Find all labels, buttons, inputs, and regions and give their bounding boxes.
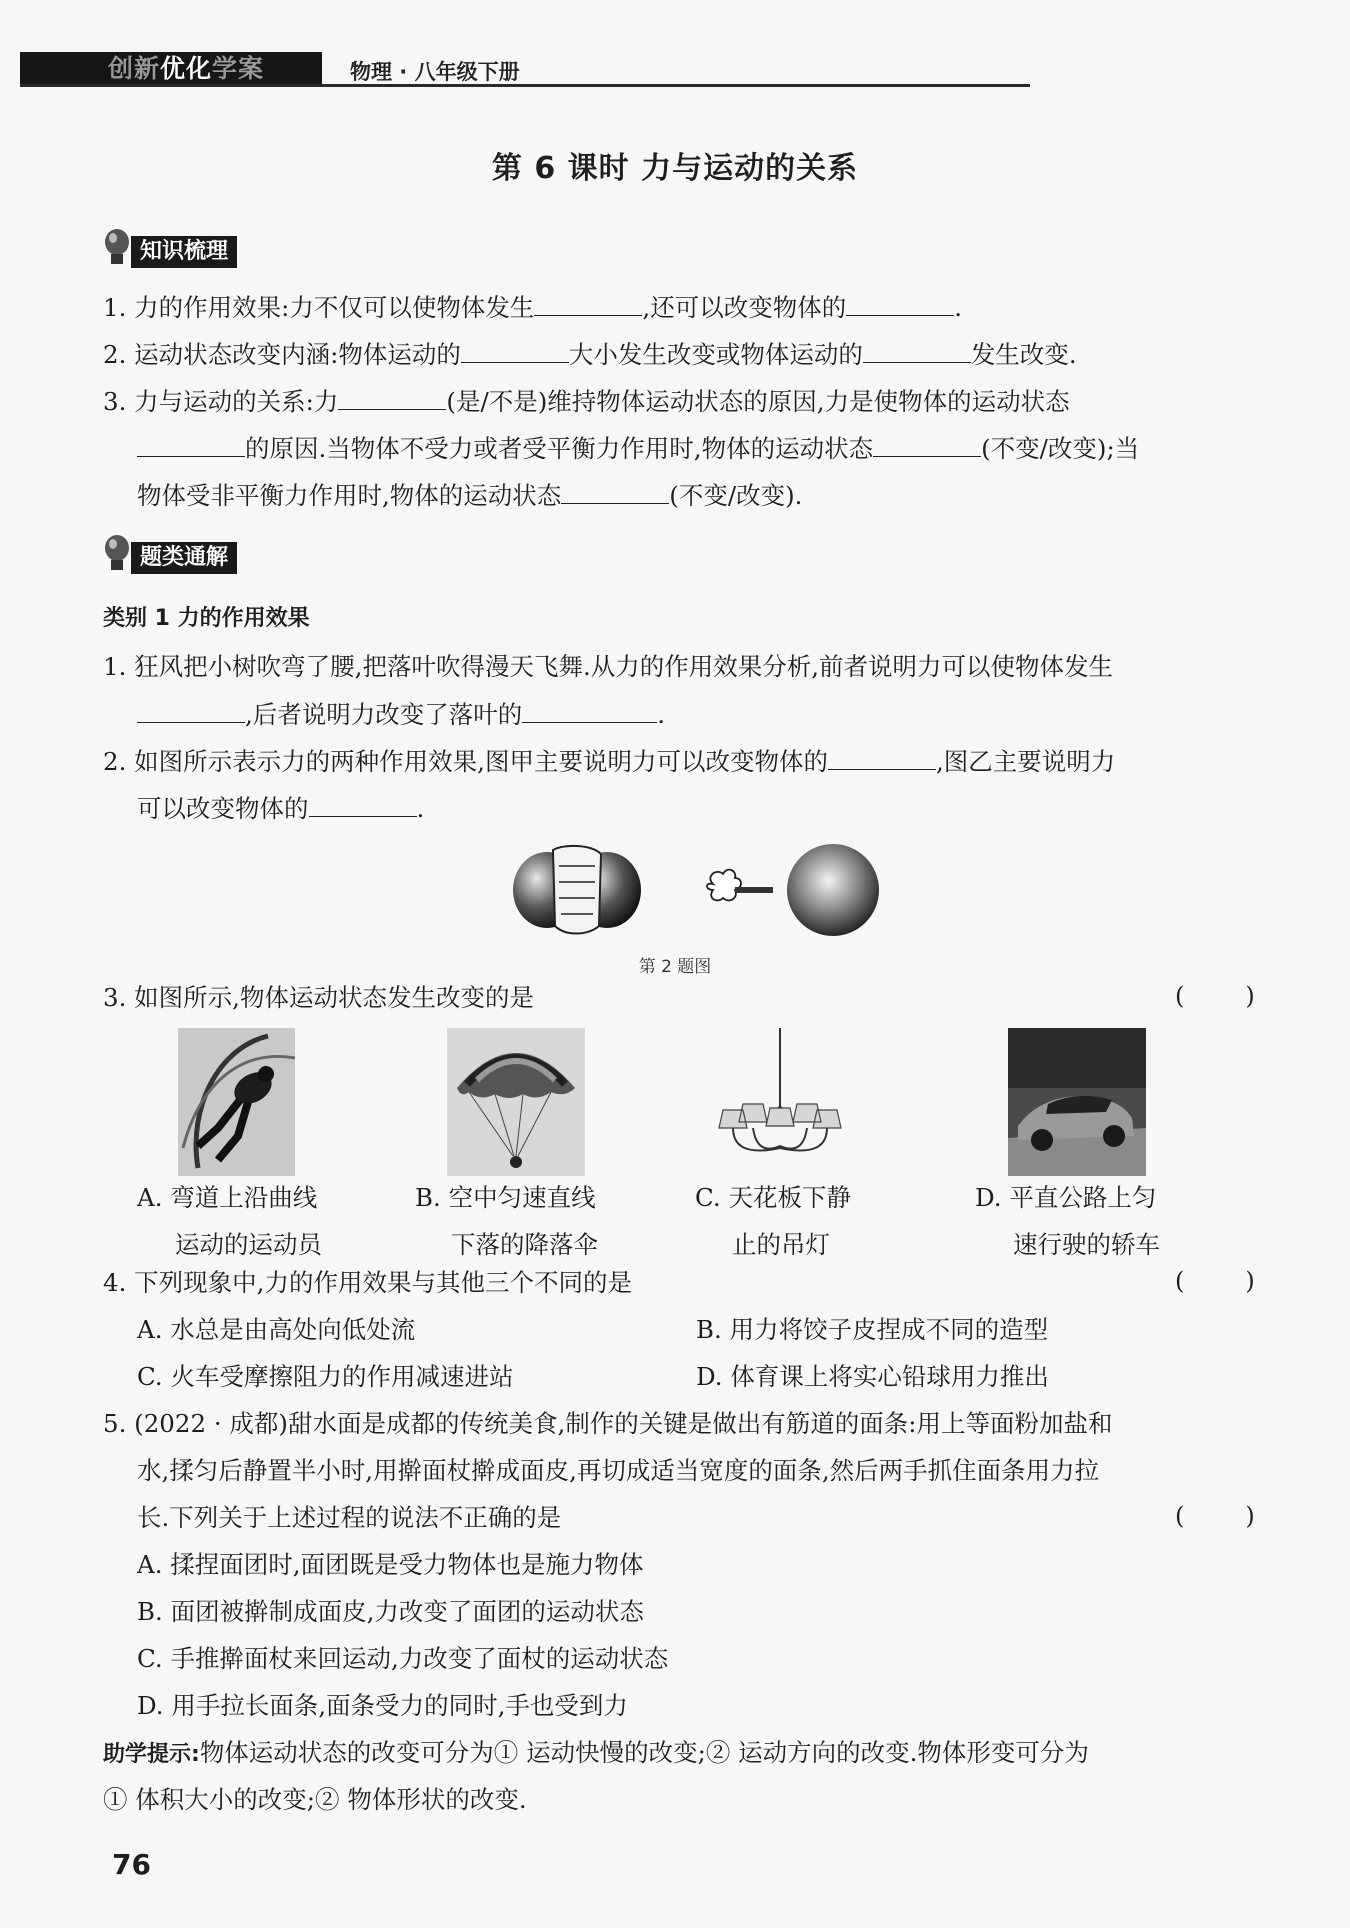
q5-option-d[interactable]: D. 用手拉长面条,面条受力的同时,手也受到力 xyxy=(137,1691,628,1720)
answer-parentheses[interactable]: ( ) xyxy=(1175,982,1255,1010)
q4-option-d[interactable]: D. 体育课上将实心铅球用力推出 xyxy=(696,1362,1049,1391)
skater-photo xyxy=(178,1028,295,1176)
study-hint-line1: 助学提示:物体运动状态的改变可分为① 运动快慢的改变;② 运动方向的改变.物体形变可分为 xyxy=(103,1738,1089,1767)
answer-blank[interactable] xyxy=(828,745,936,770)
q4-option-a[interactable]: A. 水总是由高处向低处流 xyxy=(137,1315,416,1344)
answer-blank[interactable] xyxy=(561,479,669,504)
answer-blank[interactable] xyxy=(137,698,245,723)
knowledge-item-1: 1. 力的作用效果:力不仅可以使物体发生 ,还可以改变物体的 . xyxy=(103,293,963,322)
question-4-stem: 4. 下列现象中,力的作用效果与其他三个不同的是 xyxy=(103,1268,632,1297)
squeezed-balloon-image xyxy=(513,846,641,934)
q3-option-b-line1[interactable]: B. 空中匀速直线 xyxy=(415,1183,596,1212)
question-1-line1: 1. 狂风把小树吹弯了腰,把落叶吹得漫天飞舞.从力的作用效果分析,前者说明力可以使物体发生 xyxy=(103,652,1114,681)
answer-blank[interactable] xyxy=(338,385,446,410)
page-number: 76 xyxy=(112,1848,151,1881)
q5-option-a[interactable]: A. 揉捏面团时,面团既是受力物体也是施力物体 xyxy=(137,1550,644,1579)
answer-parentheses[interactable]: ( ) xyxy=(1175,1267,1255,1295)
knowledge-item-3: 3. 力与运动的关系:力 (是/不是)维持物体运动状态的原因,力是使物体的运动状态 xyxy=(103,387,1070,416)
q5-option-c[interactable]: C. 手推擀面杖来回运动,力改变了面杖的运动状态 xyxy=(137,1644,669,1673)
blown-balloon-image xyxy=(707,844,879,936)
q3-option-b-line2: 下落的降落伞 xyxy=(451,1230,598,1259)
answer-blank[interactable] xyxy=(873,432,981,457)
question-1-line2: ,后者说明力改变了落叶的 . xyxy=(137,698,665,731)
q3-option-d-line1[interactable]: D. 平直公路上匀 xyxy=(975,1183,1157,1212)
question-5-line2: 水,揉匀后静置半小时,用擀面杖擀成面皮,再切成适当宽度的面条,然后两手抓住面条用力拉 xyxy=(137,1456,1100,1485)
question-5-line1: 5. (2022 · 成都)甜水面是成都的传统美食,制作的关键是做出有筋道的面条:用上等面粉加盐和 xyxy=(103,1409,1113,1438)
header-rule xyxy=(20,84,1030,87)
q3-option-d-line2: 速行驶的轿车 xyxy=(1013,1230,1160,1259)
q3-option-c-line2: 止的吊灯 xyxy=(732,1230,830,1259)
answer-blank[interactable] xyxy=(461,338,569,363)
question-5-line3: 长.下列关于上述过程的说法不正确的是 xyxy=(137,1503,562,1532)
question-2-line2: 可以改变物体的 . xyxy=(137,794,425,823)
answer-blank[interactable] xyxy=(534,291,642,316)
question-2-line1: 2. 如图所示表示力的两种作用效果,图甲主要说明力可以改变物体的 ,图乙主要说明力 xyxy=(103,747,1116,776)
lightbulb-icon xyxy=(103,534,131,576)
knowledge-item-2: 2. 运动状态改变内涵:物体运动的 大小发生改变或物体运动的 发生改变. xyxy=(103,340,1077,369)
study-hint-line2: ① 体积大小的改变;② 物体形状的改变. xyxy=(103,1785,527,1814)
answer-blank[interactable] xyxy=(522,698,657,723)
answer-parentheses[interactable]: ( ) xyxy=(1175,1502,1255,1530)
chandelier-photo xyxy=(713,1028,848,1176)
q3-option-c-line1[interactable]: C. 天花板下静 xyxy=(695,1183,851,1212)
figure-caption: 第 2 题图 xyxy=(638,957,712,977)
answer-blank[interactable] xyxy=(137,432,245,457)
figure-question-2 xyxy=(505,840,895,950)
q4-option-c[interactable]: C. 火车受摩擦阻力的作用减速进站 xyxy=(137,1362,514,1391)
car-photo xyxy=(1008,1028,1146,1176)
answer-blank[interactable] xyxy=(863,338,971,363)
knowledge-item-3-line3: 物体受非平衡力作用时,物体的运动状态 (不变/改变). xyxy=(137,481,803,510)
lesson-title: 第 6 课时 力与运动的关系 xyxy=(491,151,859,186)
lightbulb-icon xyxy=(103,228,131,270)
q4-option-b[interactable]: B. 用力将饺子皮捏成不同的造型 xyxy=(696,1315,1049,1344)
q3-option-a-line2: 运动的运动员 xyxy=(175,1230,322,1259)
header-brand: 创新优化学案 xyxy=(108,54,265,83)
parachute-photo xyxy=(447,1028,585,1176)
section-label: 题类通解 xyxy=(131,542,237,574)
q5-option-b[interactable]: B. 面团被擀制成面皮,力改变了面团的运动状态 xyxy=(137,1597,644,1626)
section-label: 知识梳理 xyxy=(131,236,237,268)
answer-blank[interactable] xyxy=(309,792,417,817)
knowledge-item-3-line2: 的原因.当物体不受力或者受平衡力作用时,物体的运动状态 (不变/改变);当 xyxy=(137,432,1139,465)
answer-blank[interactable] xyxy=(846,291,954,316)
category-heading: 类别 1 力的作用效果 xyxy=(103,606,310,631)
hint-label: 助学提示: xyxy=(103,1742,200,1767)
header-subject: 物理 · 八年级下册 xyxy=(350,60,520,84)
q3-option-a-line1[interactable]: A. 弯道上沿曲线 xyxy=(137,1183,318,1212)
question-3-stem: 3. 如图所示,物体运动状态发生改变的是 xyxy=(103,983,534,1012)
